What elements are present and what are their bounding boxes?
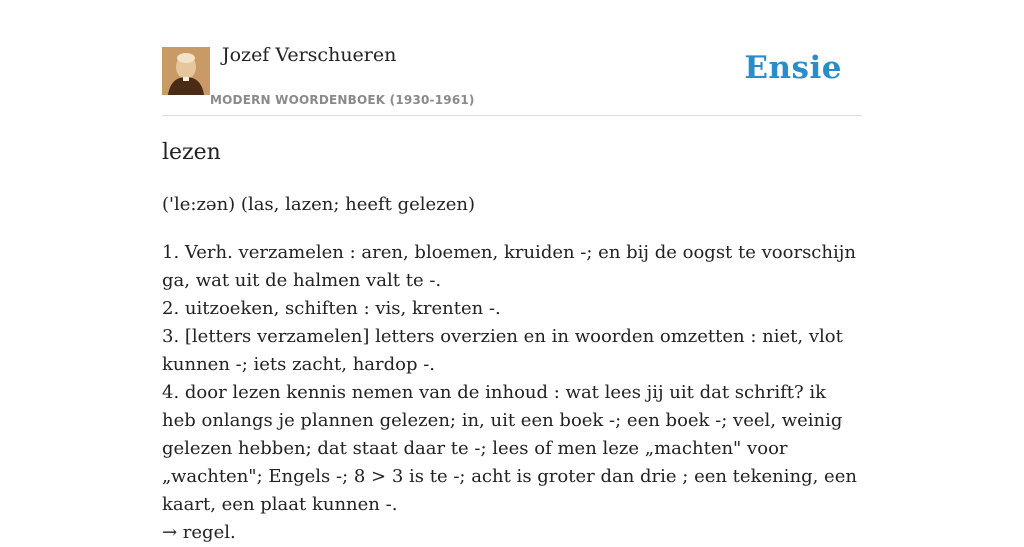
definition-item: 4. door lezen kennis nemen van de inhoud : wat lees jij uit dat schrift? ik heb onlangs je plannen gelezen; in, uit een boek -; een boek -; veel, weinig gelezen hebben; dat staat daar te -; lees of men leze „machten" voor „wachten"; Engels -; 8 > 3 is te -; acht is groter dan drie ; een tekening, een kaart, een plaat kunnen -. bbox=[162, 382, 857, 515]
definition-item: 1. Verh. verzamelen : aren, bloemen, kruiden -; en bij de oogst te voorschijn ga, wat uit de halmen valt te -. bbox=[162, 242, 856, 291]
portrait-image bbox=[162, 47, 210, 95]
definition-item: 2. uitzoeken, schiften : vis, krenten -. bbox=[162, 298, 501, 319]
header-divider bbox=[162, 115, 862, 116]
author-avatar[interactable] bbox=[162, 47, 210, 95]
definition-item: 3. [letters verzamelen] letters overzien en in woorden omzetten : niet, vlot kunnen -; iets zacht, hardop -. bbox=[162, 326, 843, 375]
entry-definitions bbox=[162, 239, 862, 547]
ensie-logo[interactable]: Ensie bbox=[744, 50, 842, 86]
source-dictionary: MODERN WOORDENBOEK (1930-1961) bbox=[210, 93, 475, 107]
author-name[interactable]: Jozef Verschueren bbox=[222, 44, 397, 66]
entry-title: lezen bbox=[162, 140, 221, 165]
cross-reference-link[interactable]: → regel. bbox=[162, 522, 236, 543]
entry-page bbox=[162, 0, 862, 543]
entry-pronunciation: ('le:zən) (las, lazen; heeft gelezen) bbox=[162, 194, 475, 215]
